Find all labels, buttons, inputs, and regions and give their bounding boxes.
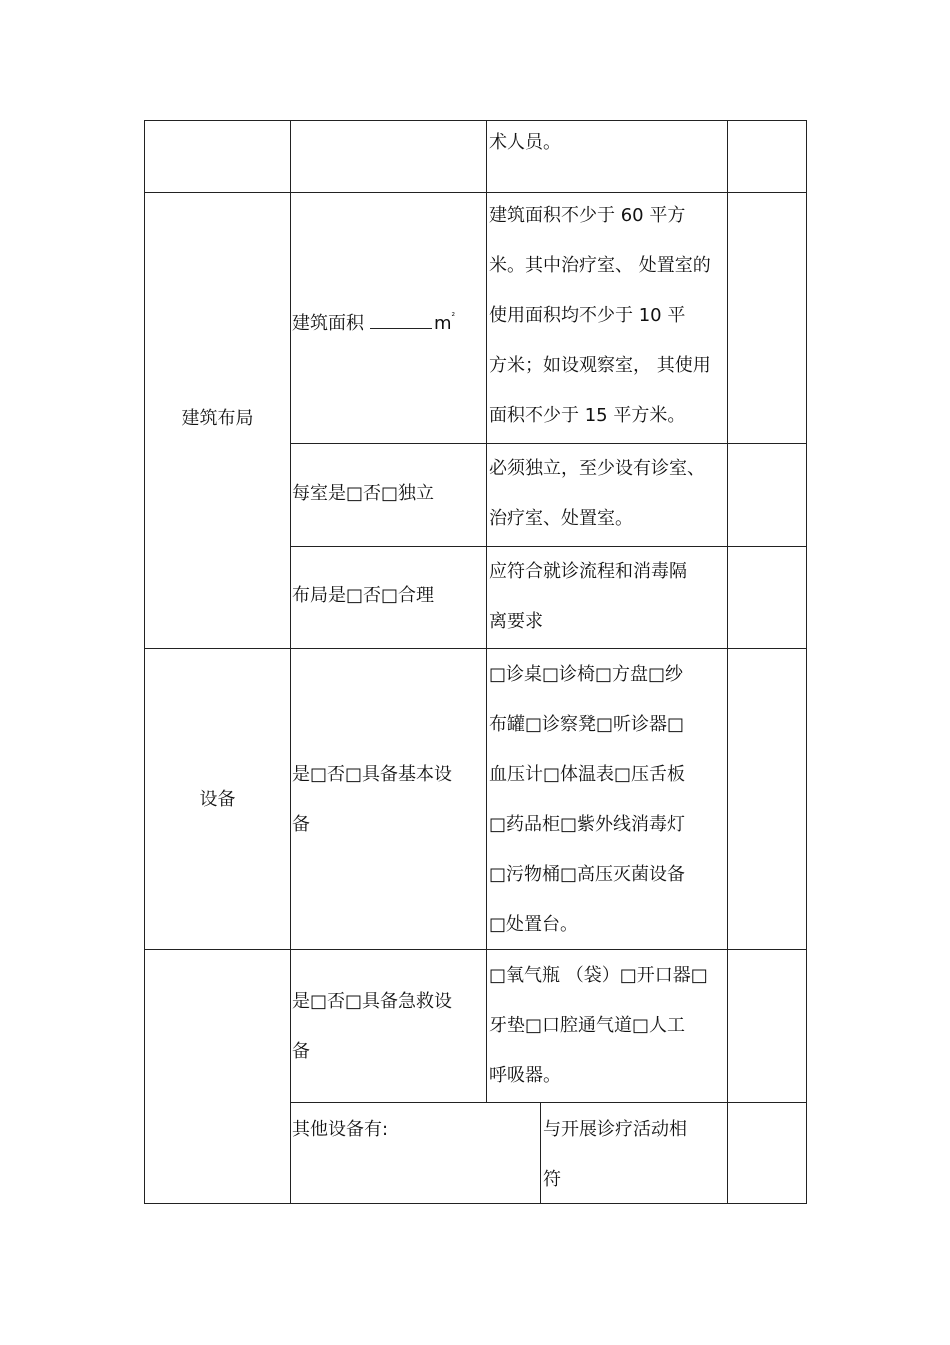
requirement-text: 术人员。: [489, 132, 561, 153]
row-divider: [144, 192, 807, 193]
col-border: [290, 120, 291, 1204]
area-blank[interactable]: [370, 312, 432, 329]
table-border-bottom: [144, 1203, 807, 1204]
item-layout-reasonable[interactable]: 布局是□否□合理: [292, 585, 435, 606]
table-border-right: [806, 120, 807, 1204]
col-border: [486, 120, 487, 1103]
row-divider: [290, 1102, 807, 1103]
row-divider: [144, 949, 807, 950]
category-building-layout: 建筑布局: [181, 408, 254, 429]
item-other-equipment[interactable]: 其他设备有:: [292, 1119, 389, 1140]
table-border-top: [144, 120, 807, 121]
category-equipment: 设备: [199, 789, 236, 810]
inspection-table: 术人员。 建筑布局 建筑面积 $m^{^2}$ 建筑面积不少于 60 平方 米。其中治疗室、 处置室的 使用面积均不少于 10 平 方米；如设观察室， 其使用 面积不少于 15 平方米。 每室是□否□独立 必须独立，至少设有诊室、 治疗室、处置室。 布局是□否□合理 应符合就诊流程和消毒隔 离要求 设备 是□否□具备基本设 备 □诊桌□诊椅□方盘□纱 布罐□诊察凳□听诊器□ 血压计□体温表□压舌板 □药品柜□紫外线消毒灯 □污物桶□高压灭菌设备 □处置台。 是□否□具备急救设 备 □氧气瓶 （袋）□开口器□ 牙垫□口腔通气道□人工 呼吸器。 其他设备有: 与开展诊疗活动相 符: [0, 0, 950, 1345]
item-building-area: 建筑面积 $m^{^2}$: [292, 312, 456, 334]
row-divider: [144, 648, 807, 649]
col-border: [540, 1102, 541, 1204]
col-border: [144, 120, 145, 1204]
item-room-independence[interactable]: 每室是□否□独立: [292, 483, 435, 504]
col-border: [727, 120, 728, 1204]
